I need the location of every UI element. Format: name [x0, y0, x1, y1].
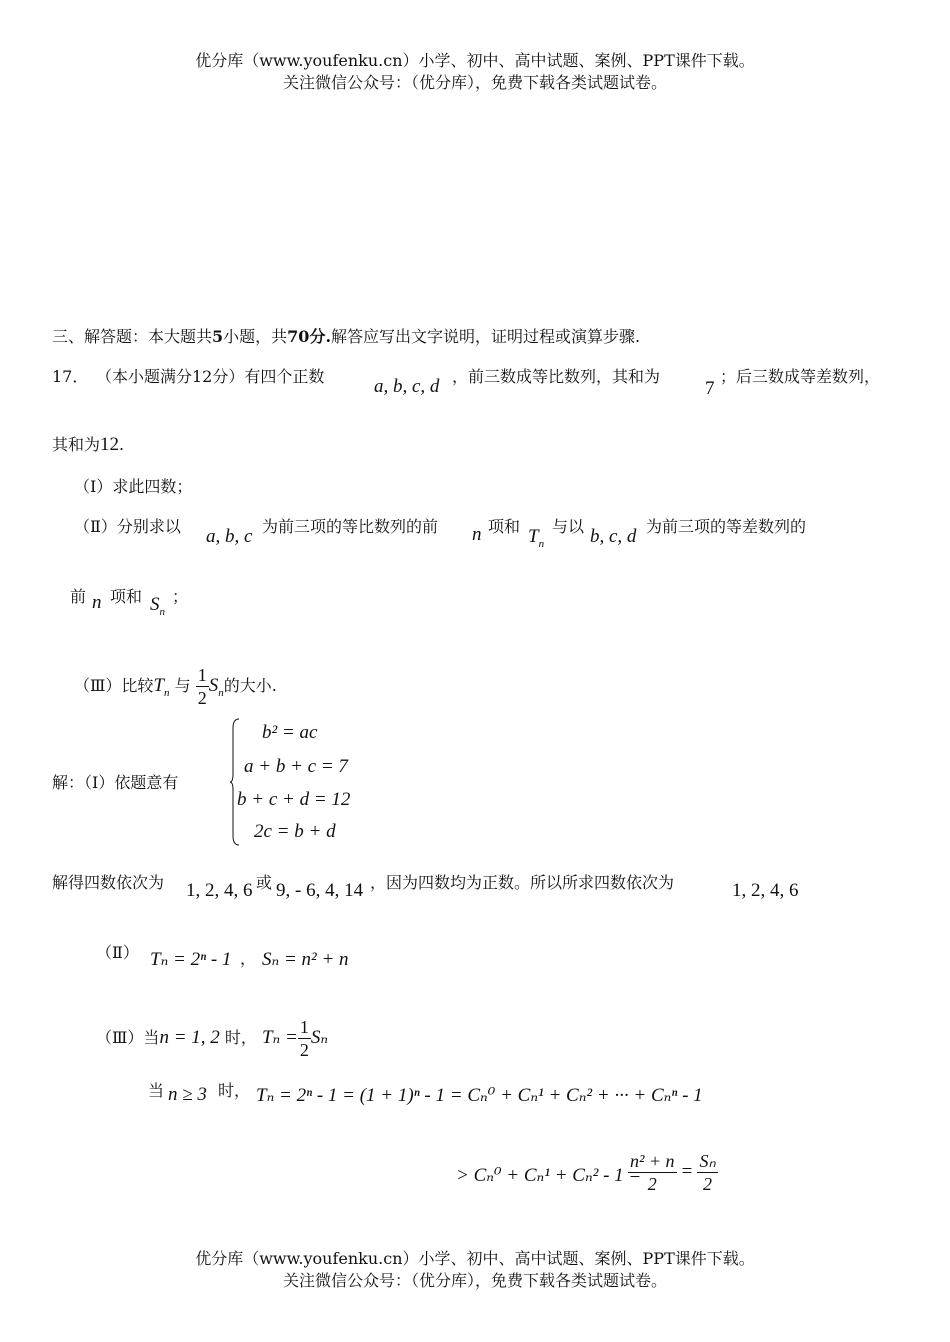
section-title-c: 分.	[309, 327, 332, 346]
problem-mid1: ，前三数成等比数列，其和为	[452, 367, 661, 386]
case1-condition: n = 1, 2	[159, 1027, 220, 1048]
result-set2: 9, - 6, 4, 14	[276, 880, 364, 901]
problem-line2-text: 其和为	[52, 435, 101, 454]
part1-question: （Ⅰ）求此四数；	[74, 477, 193, 496]
section-title	[52, 324, 640, 347]
case2-a: 当	[148, 1081, 165, 1100]
solution-T-formula: Tₙ = 2ⁿ - 1	[150, 949, 232, 970]
part2-a: （Ⅱ）分别求以	[74, 517, 181, 536]
half-fraction: $\frac{1}{2}$	[197, 665, 207, 708]
section-title-a: 三、解答题：本大题共	[52, 327, 213, 346]
problem-number: 17．	[52, 367, 89, 386]
case1-half: $\frac{1}{2}$	[299, 1017, 309, 1060]
section-title-b: 小题，共	[223, 327, 288, 346]
question-count: 5	[212, 327, 224, 346]
header-line-1: 优分库（www.youfenku.cn）小学、初中、高中试题、案例、PPT课件下载。	[195, 51, 755, 70]
part2-line2-n: n	[92, 592, 102, 613]
vars-bcd: b, c, d	[590, 526, 637, 547]
result-b: ，因为四数均为正数。所以所求四数依次为	[370, 873, 675, 892]
problem-mid2: ；后三数成等差数列，	[720, 367, 881, 386]
solution-part2-label: （Ⅱ）	[96, 943, 139, 962]
equals-sign: =	[681, 1161, 693, 1182]
part3-S: $S_n$	[208, 675, 224, 699]
part2-b: 为前三项的等比数列的前	[262, 517, 439, 536]
equation-3: b + c + d = 12	[237, 789, 351, 810]
case2-condition: n ≥ 3	[168, 1084, 207, 1105]
case2-b: 时，	[218, 1081, 251, 1100]
result-set1: 1, 2, 4, 6	[186, 880, 253, 901]
part3-question: （Ⅲ）比较$T_n$ 与 $\frac{1}{2}$ $S_n$的大小.	[74, 665, 277, 708]
result-set3: 1, 2, 4, 6	[732, 880, 799, 901]
system-brace	[230, 718, 240, 846]
equation-1: b² = ac	[262, 722, 318, 743]
sum-12: 12	[100, 434, 120, 455]
fraction-S-over-2: $\frac{\text{Sₙ}}{2}$	[699, 1151, 716, 1194]
footer-line-1: 优分库（www.youfenku.cn）小学、初中、高中试题、案例、PPT课件下载。	[195, 1249, 755, 1268]
part2-line2-b: 项和	[110, 587, 143, 606]
case1-rhs: Sₙ	[310, 1027, 329, 1048]
part2-T: $T_n$	[528, 526, 545, 550]
part2-line2-end: ；	[172, 587, 189, 606]
sum-7: 7	[705, 378, 715, 399]
equation-2: a + b + c = 7	[244, 756, 348, 777]
case1-lhs: Tₙ =	[261, 1027, 298, 1048]
header-line-2: 关注微信公众号：（优分库），免费下载各类试题试卷。	[282, 73, 667, 92]
part2-line2-a: 前	[70, 587, 87, 606]
part2-e: 为前三项的等差数列的	[646, 517, 807, 536]
solution-part2-comma: ，	[240, 949, 257, 968]
case2-expression: Tₙ = 2ⁿ - 1 = (1 + 1)ⁿ - 1 = Cₙ⁰ + Cₙ¹ + Cₙ² + ··· + Cₙⁿ - 1	[256, 1085, 703, 1106]
inequality-expression: > Cₙ⁰ + Cₙ¹ + Cₙ² - 1 =	[456, 1165, 642, 1186]
result-or: 或	[256, 873, 273, 892]
part2-c: 项和	[488, 517, 521, 536]
total-points: 70	[287, 327, 310, 346]
equation-4: 2c = b + d	[254, 821, 336, 842]
result-a: 解得四数依次为	[52, 873, 165, 892]
part2-n: n	[472, 524, 482, 545]
fraction-n2-plus-n: $\frac{\text{n² + n}}{2}$	[630, 1151, 675, 1194]
section-title-d: 解答应写出文字说明，证明过程或演算步骤.	[331, 327, 641, 346]
problem-line2	[52, 432, 124, 456]
inequality-fractions	[628, 1150, 718, 1195]
solution-label: 解：（Ⅰ）依题意有	[52, 773, 179, 792]
problem-intro: （本小题满分12分）有四个正数	[96, 367, 325, 386]
vars-abc: a, b, c	[206, 526, 253, 547]
vars-abcd: a, b, c, d	[374, 376, 440, 397]
footer-line-2: 关注微信公众号：（优分库），免费下载各类试题试卷。	[282, 1271, 667, 1290]
solution-S-formula: Sₙ = n² + n	[262, 949, 349, 970]
part2-d: 与以	[552, 517, 585, 536]
part2-S: $S_n$	[150, 594, 165, 618]
solution-part3-line1: （Ⅲ）当n = 1, 2 时， Tₙ = $\frac{1}{2}$ Sₙ	[96, 1017, 329, 1060]
problem-line2-end: .	[119, 435, 125, 454]
part3-T: $T_n$	[153, 675, 170, 699]
